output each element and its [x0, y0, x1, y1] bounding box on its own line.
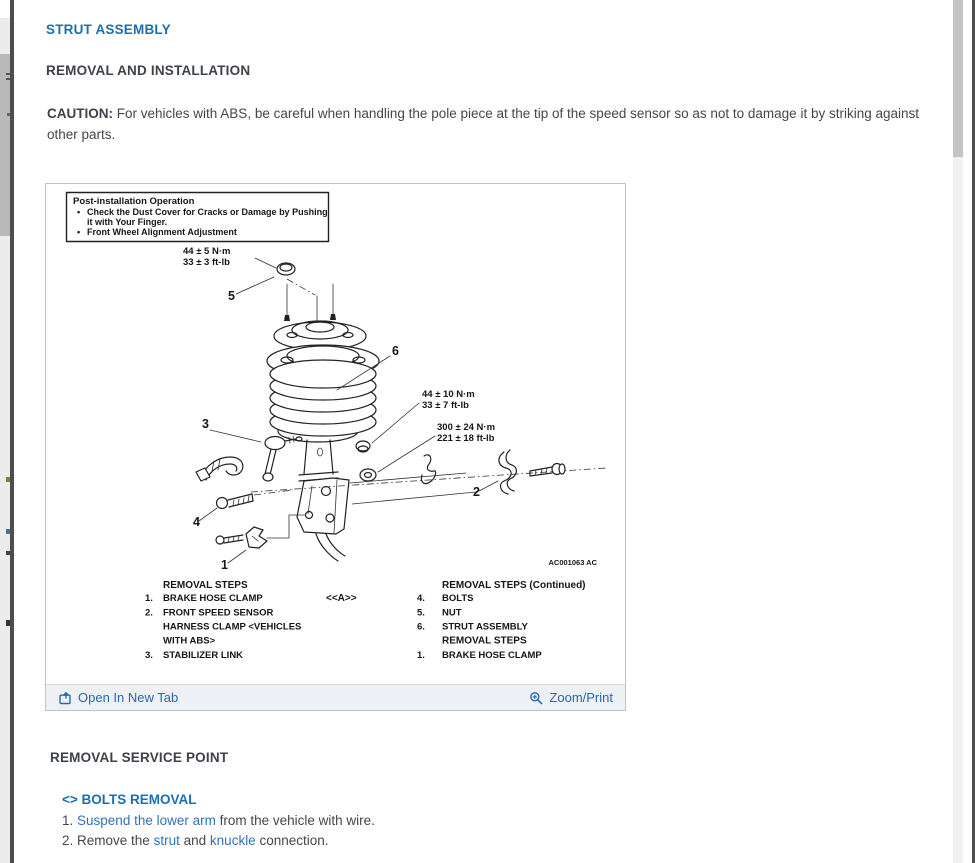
svg-text:REMOVAL STEPS: REMOVAL STEPS	[442, 635, 527, 647]
svg-text:1: 1	[221, 558, 228, 572]
sidebar-edge-fragment	[6, 477, 10, 482]
svg-text:3.: 3.	[145, 650, 153, 661]
service-point-heading: REMOVAL SERVICE POINT	[50, 750, 229, 765]
bullet-glyph: •	[77, 207, 81, 217]
figure-frame	[45, 183, 626, 711]
svg-text:HARNESS CLAMP <VEHICLES: HARNESS CLAMP <VEHICLES	[163, 621, 302, 633]
svg-text:REMOVAL STEPS (Continued): REMOVAL STEPS (Continued)	[442, 580, 586, 591]
right-scrollbar-thumb[interactable]	[953, 0, 963, 157]
removal-steps-right	[417, 580, 586, 661]
strut-tube	[299, 440, 338, 481]
note-bullet1-line1: Check the Dust Cover for Cracks or Damage by Pushing	[87, 207, 328, 217]
torque-label-44-5	[183, 246, 276, 268]
svg-text:44 ± 10 N·m: 44 ± 10 N·m	[422, 389, 475, 400]
svg-text:4.: 4.	[417, 593, 425, 604]
svg-text:3: 3	[202, 417, 209, 431]
svg-text:6.: 6.	[417, 621, 425, 633]
stabilizer-link	[263, 436, 302, 481]
svg-text:1.: 1.	[145, 593, 153, 604]
caution-paragraph	[47, 103, 919, 145]
callout-5	[228, 277, 274, 303]
sidebar-edge-fragment	[6, 620, 10, 626]
svg-text:BRAKE HOSE CLAMP: BRAKE HOSE CLAMP	[442, 650, 542, 661]
step-text: from the vehicle with wire.	[219, 813, 375, 828]
removal-steps-left	[145, 580, 301, 661]
section-heading: REMOVAL AND INSTALLATION	[46, 63, 251, 78]
svg-text:5: 5	[228, 289, 235, 303]
svg-text:4: 4	[193, 515, 200, 529]
svg-text:REMOVAL STEPS: REMOVAL STEPS	[163, 580, 248, 591]
sidebar-edge-fragment	[7, 113, 10, 116]
note-bullet1-line2: it with Your Finger.	[87, 217, 168, 227]
callout-3	[202, 417, 261, 442]
post-installation-note	[67, 193, 329, 242]
step-text: Remove the	[77, 833, 150, 848]
knuckle-link[interactable]: knuckle	[209, 833, 256, 848]
bolt-4	[217, 490, 294, 509]
step-text: connection.	[259, 833, 329, 848]
top-nut	[277, 263, 295, 275]
washer	[360, 469, 376, 481]
guide-lines	[287, 279, 333, 324]
marker-a: <<A>>	[326, 593, 357, 604]
caution-text: For vehicles with ABS, be careful when handling the pole piece at the tip of the speed sensor so as not to damage it by striking against other parts.	[47, 106, 919, 142]
sidebar-edge-fragment	[6, 73, 10, 75]
note-title: Post-installation Operation	[73, 196, 195, 207]
svg-text:5.: 5.	[417, 607, 425, 619]
mid-nut	[356, 441, 370, 452]
svg-text:33 ± 3 ft-lb: 33 ± 3 ft-lb	[183, 257, 230, 268]
step-number: 2.	[62, 833, 74, 848]
service-step-2	[62, 833, 329, 848]
zoom-magnifier-icon	[529, 691, 543, 705]
sidebar-edge-fragment	[6, 551, 10, 555]
caution-label: CAUTION:	[47, 106, 113, 121]
knuckle-bracket	[297, 473, 476, 561]
coil-spring	[270, 360, 376, 442]
brake-hose	[196, 457, 243, 481]
svg-text:BRAKE HOSE CLAMP: BRAKE HOSE CLAMP	[163, 593, 263, 604]
svg-text:WITH ABS>: WITH ABS>	[163, 635, 216, 647]
sidebar-edge-fragment	[6, 78, 10, 80]
bullet-glyph: •	[77, 227, 81, 237]
left-scrollbar-thumb[interactable]	[0, 54, 10, 236]
part-code: AC001063 AC	[548, 558, 597, 567]
svg-text:6: 6	[392, 344, 399, 358]
svg-text:NUT: NUT	[442, 607, 462, 619]
svg-text:FRONT SPEED SENSOR: FRONT SPEED SENSOR	[163, 607, 274, 619]
torque-label-300-24	[378, 422, 495, 472]
page-title: STRUT ASSEMBLY	[46, 22, 171, 37]
zoom-print-label: Zoom/Print	[549, 690, 613, 705]
callout-1	[221, 550, 246, 572]
figure-toolbar	[46, 684, 625, 710]
svg-text:2.: 2.	[145, 607, 153, 619]
svg-text:300 ± 24 N·m: 300 ± 24 N·m	[437, 422, 496, 433]
svg-text:STABILIZER LINK: STABILIZER LINK	[163, 650, 244, 661]
strut-diagram	[46, 184, 625, 684]
svg-text:STRUT ASSEMBLY: STRUT ASSEMBLY	[442, 621, 528, 633]
strut-link[interactable]: strut	[153, 833, 180, 848]
svg-text:44 ± 5 N·m: 44 ± 5 N·m	[183, 246, 231, 257]
panel-divider	[10, 0, 14, 863]
callout-4	[193, 508, 217, 529]
note-bullet2: Front Wheel Alignment Adjustment	[87, 227, 237, 237]
svg-text:2: 2	[473, 485, 480, 499]
service-step-1	[62, 813, 375, 828]
hose-clamp-1	[216, 515, 305, 548]
callout-2	[473, 481, 498, 499]
svg-text:221 ± 18 ft-lb: 221 ± 18 ft-lb	[437, 433, 495, 444]
sidebar-edge-fragment	[6, 529, 10, 534]
zoom-print-link[interactable]	[529, 690, 613, 705]
lower-arm-link[interactable]: Suspend the lower arm	[77, 813, 216, 828]
step-number: 1.	[62, 813, 74, 828]
open-in-new-tab-label: Open In New Tab	[78, 690, 179, 705]
open-in-new-tab-link[interactable]	[58, 690, 178, 705]
bolts-removal-heading: <> BOLTS REMOVAL	[62, 792, 197, 807]
open-in-new-tab-icon	[58, 691, 72, 705]
svg-text:BOLTS: BOLTS	[442, 593, 474, 604]
svg-text:33 ± 7 ft-lb: 33 ± 7 ft-lb	[422, 400, 469, 411]
svg-text:1.: 1.	[417, 650, 425, 661]
step-text: and	[183, 833, 207, 848]
